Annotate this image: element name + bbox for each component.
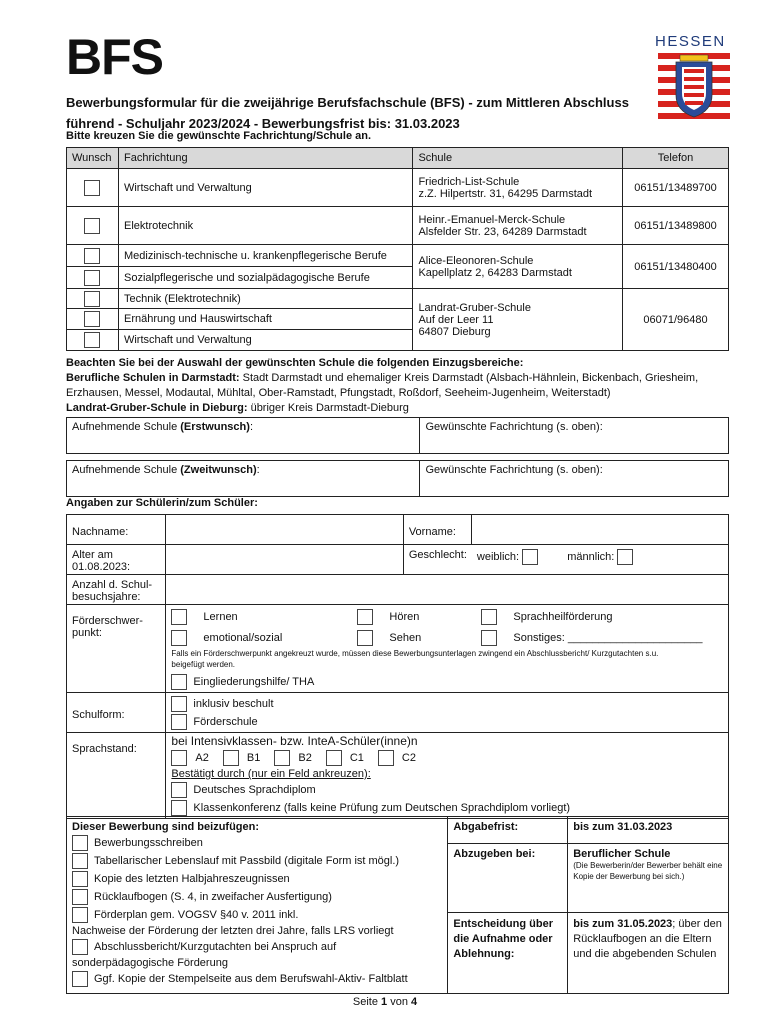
focus-checkbox[interactable] xyxy=(357,630,373,646)
level-checkbox[interactable] xyxy=(171,750,187,766)
integration-checkbox[interactable] xyxy=(171,674,187,690)
table-row xyxy=(67,169,729,207)
focus-checkbox[interactable] xyxy=(171,630,187,646)
level-checkbox[interactable] xyxy=(378,750,394,766)
attachment-checkbox[interactable] xyxy=(72,889,88,905)
submit-note: (Die Bewerberin/der Bewerber behält eine Kopie der Bewerbung bei sich.) xyxy=(573,860,723,881)
school-wish-table xyxy=(66,417,729,454)
level-checkbox[interactable] xyxy=(326,750,342,766)
attachments-table xyxy=(66,816,729,994)
male-label: männlich: xyxy=(567,550,615,563)
schoolform-label: Schulform: xyxy=(67,693,166,733)
focus-row: Förderschwer- punkt: Lernen Hören Sprachheilförderung emotional/sozial Sehen Sonstiges: ______________________ Falls ein Förderschwerpunkt angekreuzt wurde, müssen diese Bewerbungsunterlagen zwingend ein Abschlussbericht/ Kurzgutachten s.u. beigefügt werden. Eingliederungshilfe/ THA xyxy=(67,605,729,693)
field-cell: Wirtschaft und Verwaltung xyxy=(118,169,412,207)
wish-checkbox[interactable] xyxy=(84,332,100,348)
school-years-input[interactable] xyxy=(166,575,729,605)
table-row xyxy=(67,289,729,309)
first-wish-field[interactable]: Aufnehmende Schule (Erstwunsch): xyxy=(67,418,420,454)
age-input[interactable] xyxy=(166,545,403,575)
page-title: BFS xyxy=(66,29,163,85)
school-address: z.Z. Hilpertstr. 31, 64295 Darmstadt xyxy=(418,187,593,200)
age-row: Alter am 01.08.2023: Geschlecht: weiblich: männlich: xyxy=(67,545,729,575)
hessen-flag-logo xyxy=(658,53,730,119)
focus-checkbox[interactable] xyxy=(357,609,373,625)
school-years-row: Anzahl d. Schul- besuchsjahre: xyxy=(67,575,729,605)
school-name: Friedrich-List-Schule xyxy=(418,175,520,188)
level-checkbox[interactable] xyxy=(223,750,239,766)
inclusive-checkbox[interactable] xyxy=(171,696,187,712)
submit-label: Abzugeben bei: xyxy=(448,843,568,912)
dieburg-label: Landrat-Gruber-Schule in Dieburg: xyxy=(66,402,248,414)
second-wish-row xyxy=(67,461,729,497)
field-cell: Sozialpflegerische und sozialpädagogische Berufe xyxy=(118,267,412,289)
second-wish-table xyxy=(66,460,729,497)
due-label: Abgabefrist: xyxy=(448,817,568,844)
first-wish-subject-field[interactable]: Gewünschte Fachrichtung (s. oben): xyxy=(420,418,729,454)
page-footer: Seite 1 von 4 xyxy=(352,996,418,1008)
lastname-input[interactable] xyxy=(166,515,403,545)
catchment-notes xyxy=(66,356,731,416)
hessen-brand: HESSEN xyxy=(655,33,726,50)
header-school: Schule xyxy=(413,148,623,169)
attachment-checkbox[interactable] xyxy=(72,871,88,887)
language-label: Sprachstand: xyxy=(67,733,166,819)
phone-cell: 06151/13480400 xyxy=(623,245,729,289)
female-label: weiblich: xyxy=(476,550,520,563)
confirm-checkbox[interactable] xyxy=(171,800,187,816)
wish-checkbox[interactable] xyxy=(84,291,100,307)
school-name: Landrat-Gruber-Schule xyxy=(418,301,531,314)
student-heading: Angaben zur Schülerin/zum Schüler: xyxy=(66,497,258,509)
schoolform-row: Schulform: inklusiv beschult Förderschule xyxy=(67,693,729,733)
notes-heading: Beachten Sie bei der Auswahl der gewünschten Schule die folgenden Einzugsbereiche: xyxy=(66,357,524,369)
phone-cell: 06151/13489800 xyxy=(623,207,729,245)
field-cell: Medizinisch-technische u. krankenpflegerische Berufe xyxy=(118,245,412,267)
wish-checkbox[interactable] xyxy=(84,218,100,234)
school-city: 64807 Dieburg xyxy=(418,325,491,338)
first-wish-row xyxy=(67,418,729,454)
attachment-checkbox[interactable] xyxy=(72,971,88,987)
firstname-label: Vorname: xyxy=(403,515,472,545)
decision-date: bis zum 31.05.2023 xyxy=(573,918,673,931)
confirmed-label: Bestätigt durch (nur ein Feld ankreuzen): xyxy=(171,768,371,780)
focus-checkbox[interactable] xyxy=(481,609,497,625)
phone-cell: 06151/13489700 xyxy=(623,169,729,207)
page-number: 1 xyxy=(381,996,388,1008)
confirm-checkbox[interactable] xyxy=(171,782,187,798)
school-address: Kapellplatz 2, 64283 Darmstadt xyxy=(418,266,572,279)
schools-table xyxy=(66,147,729,351)
special-school-checkbox[interactable] xyxy=(171,714,187,730)
intensive-label: bei Intensivklassen- bzw. InteA-Schüler(inne)n xyxy=(171,734,418,748)
page-total: 4 xyxy=(411,996,418,1008)
wish-checkbox[interactable] xyxy=(84,180,100,196)
field-cell: Wirtschaft und Verwaltung xyxy=(118,330,412,351)
second-wish-subject-field[interactable]: Gewünschte Fachrichtung (s. oben): xyxy=(420,461,729,497)
school-name: Alice-Eleonoren-Schule xyxy=(418,254,534,267)
attachments-list: Dieser Bewerbung sind beizufügen: Bewerbungsschreiben Tabellarischer Lebenslauf mit Passbild (digitale Form ist mögl.) Kopie des letzten Halbjahreszeugnissen Rücklaufbogen (S. 4, in zweifacher Ausfertigung) Förderplan gem. VOGSV §40 v. 2011 inkl. Nachweise der Förderung der letzten drei Jahre, falls LRS vorliegt Abschlussbericht/Kurzgutachten bei Anspruch auf sonderpädagogische Förderung Ggf. Kopie der Stempelseite aus dem Berufswahl-Aktiv- Faltblatt xyxy=(67,817,448,994)
wish-checkbox[interactable] xyxy=(84,248,100,264)
field-cell: Elektrotechnik xyxy=(118,207,412,245)
header-wish: Wunsch xyxy=(67,148,119,169)
focus-checkbox[interactable] xyxy=(481,630,497,646)
gender-label: Geschlecht: xyxy=(403,545,472,575)
darmstadt-label: Berufliche Schulen in Darmstadt: xyxy=(66,372,240,384)
school-address: Auf der Leer 11 xyxy=(418,313,494,326)
decision-label: Entscheidung über die Aufnahme oder Ablehnung: xyxy=(448,913,568,994)
field-cell: Technik (Elektrotechnik) xyxy=(118,289,412,309)
wish-checkbox[interactable] xyxy=(84,311,100,327)
table-row xyxy=(67,207,729,245)
field-cell: Ernährung und Hauswirtschaft xyxy=(118,309,412,330)
student-table xyxy=(66,514,729,819)
second-wish-field[interactable]: Aufnehmende Schule (Zweitwunsch): xyxy=(67,461,420,497)
attachment-checkbox[interactable] xyxy=(72,835,88,851)
language-row: Sprachstand: bei Intensivklassen- bzw. InteA-Schüler(inne)n A2 B1 B2 C1 C2 Bestätigt durch (nur ein Feld ankreuzen): Deutsches Sprachdiplom Klassenkonferenz (falls keine Prüfung zum Deutschen Sprachdiplom vorliegt) xyxy=(67,733,729,819)
attachment-checkbox[interactable] xyxy=(72,853,88,869)
male-checkbox[interactable] xyxy=(617,549,633,565)
name-row xyxy=(67,515,729,545)
table-row xyxy=(67,245,729,267)
wish-checkbox[interactable] xyxy=(84,270,100,286)
subtitle-line1: Bewerbungsformular für die zweijährige Berufsfachschule (BFS) - zum Mittleren Abschluss xyxy=(66,95,629,110)
table-header-row xyxy=(67,148,729,169)
attachment-item6: Nachweise der Förderung der letzten drei Jahre, falls LRS vorliegt xyxy=(72,925,394,937)
instruction: Bitte kreuzen Sie die gewünschte Fachrichtung/Schule an. xyxy=(66,130,372,142)
attachments-heading: Dieser Bewerbung sind beizufügen: xyxy=(72,821,260,833)
phone-cell: 06071/96480 xyxy=(623,289,729,351)
attachment-checkbox[interactable] xyxy=(72,939,88,955)
dieburg-text: übriger Kreis Darmstadt-Dieburg xyxy=(247,402,409,414)
school-address: Alsfelder Str. 23, 64289 Darmstadt xyxy=(418,225,587,238)
header-phone: Telefon xyxy=(623,148,729,169)
focus-note: Falls ein Förderschwerpunkt angekreuzt wurde, müssen diese Bewerbungsunterlagen zwingend ein Abschlussbericht/ Kurzgutachten s.u. beigefügt werden. xyxy=(171,649,659,669)
firstname-input[interactable] xyxy=(472,515,729,545)
level-checkbox[interactable] xyxy=(274,750,290,766)
darmstadt-text: Stadt Darmstadt und ehemaliger Kreis Darmstadt (Alsbach-Hähnlein, Bickenbach, Griesheim, Erzhausen, Messel, Modautal, Mühltal, Ober-Ramstadt, Pfungstadt, Roßdorf, Seeheim-Jugenheim, Weiterstadt) xyxy=(66,372,699,399)
focus-checkbox[interactable] xyxy=(171,609,187,625)
attachment-checkbox[interactable] xyxy=(72,907,88,923)
due-value: bis zum 31.03.2023 xyxy=(568,817,729,844)
female-checkbox[interactable] xyxy=(522,549,538,565)
subtitle-line2: führend - Schuljahr 2023/2024 - Bewerbungsfrist bis: 31.03.2023 xyxy=(66,116,460,131)
submit-value: Beruflicher Schule xyxy=(573,847,671,860)
header-field: Fachrichtung xyxy=(118,148,412,169)
lastname-label: Nachname: xyxy=(67,515,166,545)
form-subtitle xyxy=(66,92,666,134)
school-name: Heinr.-Emanuel-Merck-Schule xyxy=(418,213,566,226)
decision-text: ; über den Rücklaufbogen an die Eltern und die abgebenden Schulen xyxy=(573,918,722,961)
